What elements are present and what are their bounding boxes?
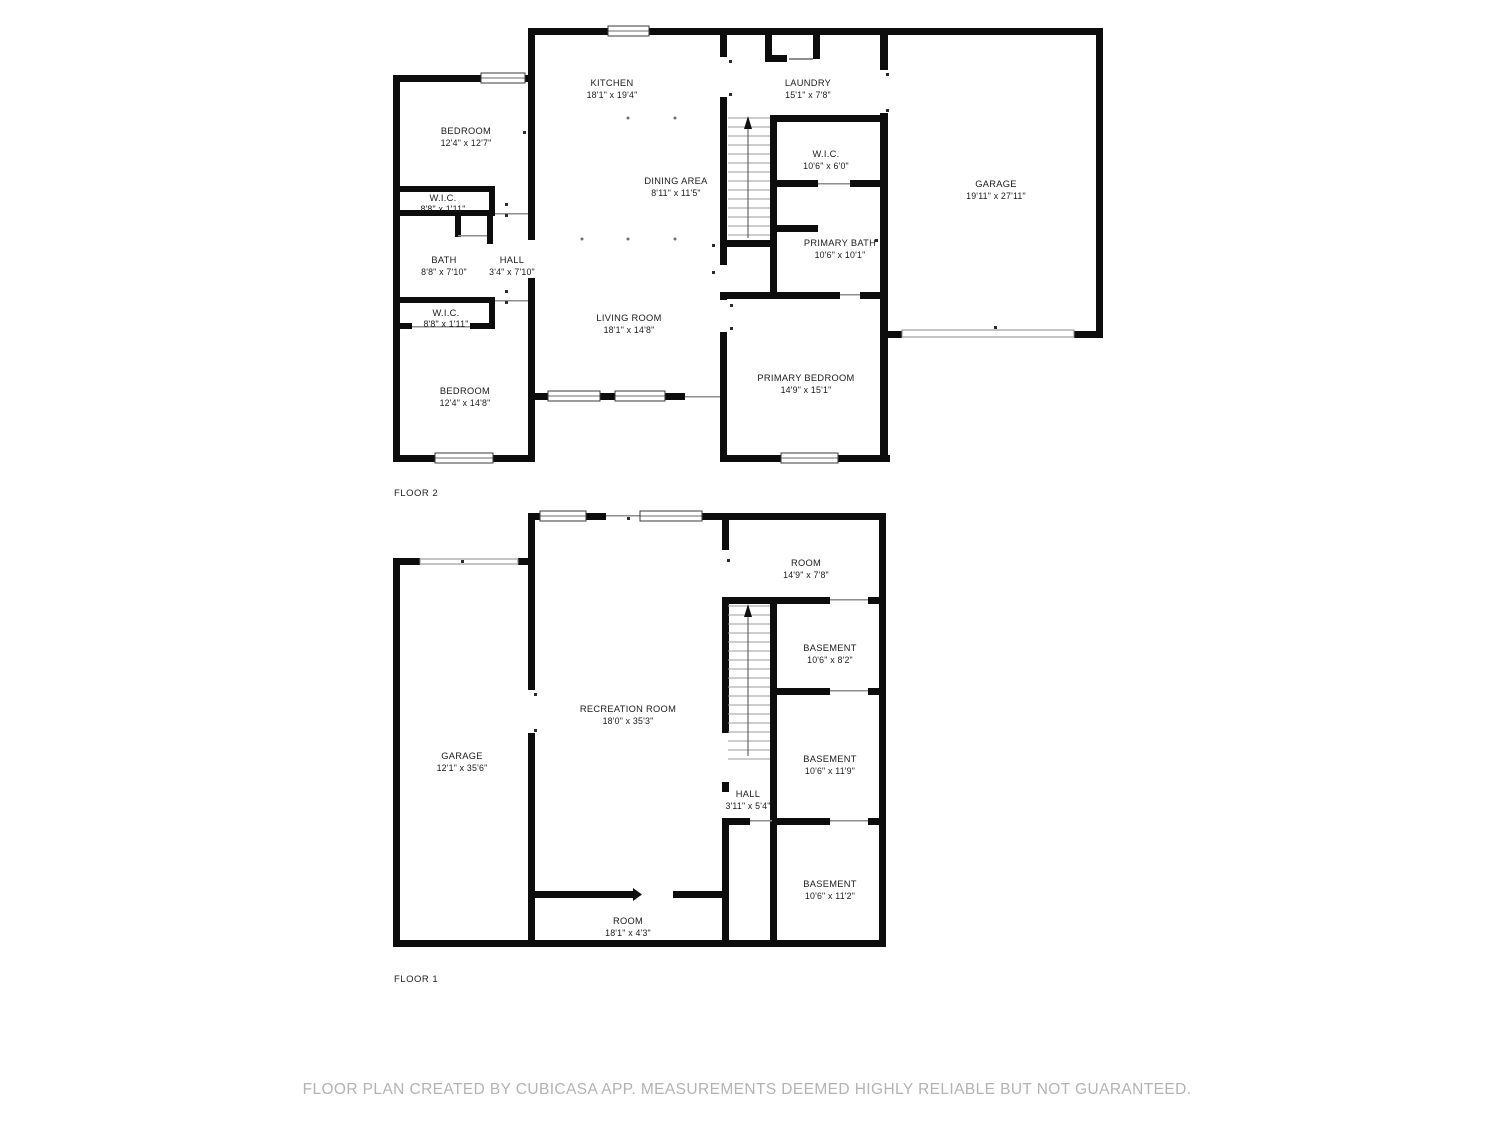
room-dims: 10'6" x 11'2" xyxy=(804,891,856,901)
room-name: HALL xyxy=(499,255,525,265)
room-dims: 3'11" x 5'4" xyxy=(725,801,771,811)
room-dims: 8'11" x 11'5" xyxy=(651,188,701,198)
room-dims: 18'1" x 14'8" xyxy=(603,325,655,335)
room-name: W.I.C. xyxy=(432,308,460,318)
room-dims: 10'6" x 6'0" xyxy=(803,161,849,171)
floor1-label: FLOOR 1 xyxy=(394,974,439,985)
room-label-bedroom-top xyxy=(441,126,492,148)
floor2-door-marks xyxy=(505,60,997,330)
room-label-living-room xyxy=(596,313,661,335)
room-label-primary-bedroom xyxy=(757,373,854,395)
room-label-garage-f1 xyxy=(437,751,488,773)
room-name: BASEMENT xyxy=(803,754,857,764)
garage-opening-icon xyxy=(420,559,518,564)
room-name: GARAGE xyxy=(441,751,483,761)
room-name: ROOM xyxy=(790,558,822,568)
room-name: BEDROOM xyxy=(439,386,491,396)
room-label-kitchen xyxy=(587,78,638,100)
room-dims: 10'6" x 10'1" xyxy=(814,250,866,260)
room-name: PRIMARY BEDROOM xyxy=(757,373,855,383)
room-label-basement-2 xyxy=(803,754,857,776)
floor2-plan xyxy=(393,26,1103,499)
room-label-bath xyxy=(421,255,467,277)
room-label-room-bottom xyxy=(605,916,651,938)
room-label-bedroom-bottom xyxy=(440,386,491,408)
room-label-primary-bath xyxy=(804,238,876,260)
room-name: W.I.C. xyxy=(429,193,457,203)
room-label-laundry xyxy=(785,78,831,100)
room-dims: 8'8" x 1'11" xyxy=(423,319,469,329)
room-label-basement-3 xyxy=(803,879,857,901)
room-name: LIVING ROOM xyxy=(596,313,662,323)
room-dims: 14'9" x 15'1" xyxy=(780,385,832,395)
room-dims: 18'1" x 19'4" xyxy=(586,90,638,100)
room-label-wic-upper xyxy=(420,193,465,214)
room-label-room-top xyxy=(783,558,829,580)
room-name: BASEMENT xyxy=(803,879,857,889)
room-name: PRIMARY BATH xyxy=(803,238,877,248)
room-name: RECREATION ROOM xyxy=(579,704,677,714)
room-dims: 8'8" x 7'10" xyxy=(421,267,467,277)
room-name: HALL xyxy=(735,789,761,799)
room-dims: 3'4" x 7'10" xyxy=(489,267,535,277)
floor2-walls xyxy=(393,28,1103,462)
room-label-garage-f2 xyxy=(966,179,1026,201)
room-label-basement-1 xyxy=(803,643,857,665)
room-name: ROOM xyxy=(612,916,644,926)
room-name: DINING AREA xyxy=(644,176,708,186)
room-dims: 19'11" x 27'11" xyxy=(966,191,1026,201)
floor1-room-labels xyxy=(437,558,857,938)
room-dims: 12'1" x 35'6" xyxy=(436,763,488,773)
room-name: KITCHEN xyxy=(590,78,634,88)
room-dims: 18'1" x 4'3" xyxy=(605,928,651,938)
room-name: BEDROOM xyxy=(440,126,492,136)
room-dims: 12'4" x 14'8" xyxy=(439,398,491,408)
room-label-hall-f2 xyxy=(489,255,535,277)
room-label-dining-area xyxy=(644,176,708,198)
door-arrow-icon xyxy=(633,888,642,901)
floor2-label: FLOOR 2 xyxy=(394,488,439,499)
room-dims: 10'6" x 8'2" xyxy=(807,655,853,665)
room-label-hall-f1 xyxy=(725,789,770,811)
room-label-wic-primary xyxy=(803,149,849,171)
room-name: GARAGE xyxy=(975,179,1017,189)
room-dims: 15'1" x 7'8" xyxy=(785,90,831,100)
room-dims: 18'0" x 35'3" xyxy=(602,716,654,726)
room-name: BASEMENT xyxy=(803,643,857,653)
room-dims: 8'8" x 1'11" xyxy=(420,204,466,214)
floor1-plan xyxy=(393,511,886,985)
room-label-recreation-room xyxy=(580,704,676,726)
footer-disclaimer: FLOOR PLAN CREATED BY CUBICASA APP. MEASUREMENTS DEEMED HIGHLY RELIABLE BUT NOT GUARANTEED. xyxy=(302,1081,1192,1098)
room-label-wic-lower xyxy=(423,308,468,329)
floor1-stairs-icon xyxy=(728,604,770,759)
room-dims: 12'4" x 12'7" xyxy=(440,138,492,148)
room-dims: 14'9" x 7'8" xyxy=(783,570,829,580)
room-dims: 10'6" x 11'9" xyxy=(804,766,856,776)
room-name: LAUNDRY xyxy=(784,78,832,88)
garage-door-icon xyxy=(902,330,1074,337)
room-name: W.I.C. xyxy=(812,149,840,159)
floor2-stairs-icon xyxy=(728,116,770,238)
room-name: BATH xyxy=(431,255,457,265)
